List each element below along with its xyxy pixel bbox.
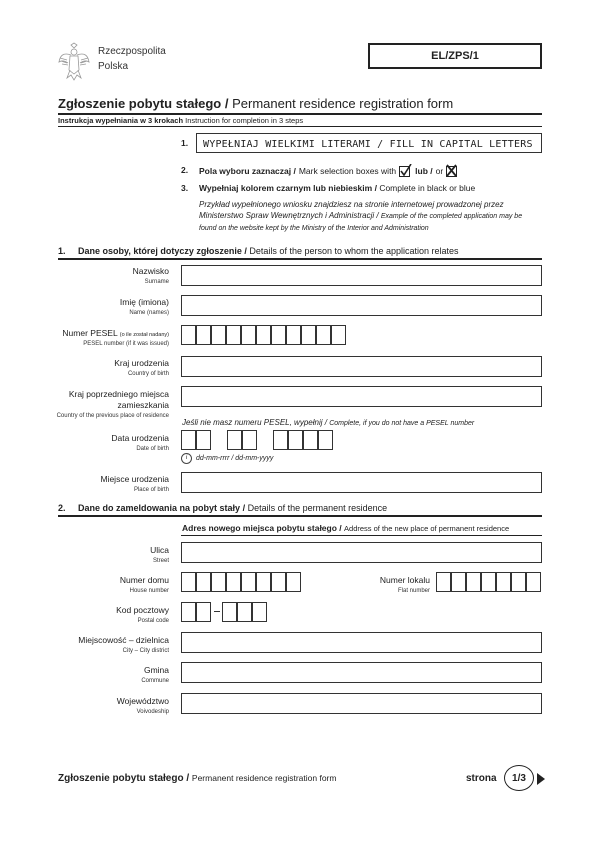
flat-char-box[interactable] [526,572,541,592]
flat-label: Numer lokalu Flat number [379,575,430,594]
house-char-box[interactable] [196,572,211,592]
street-input[interactable] [181,542,542,563]
house-char-box[interactable] [226,572,241,592]
example-note: Przykład wypełnionego wniosku znajdziesz na stronie internetowej prowadzonej przez Ministerstwo Spraw Wewnętrznych i Administracji / Example of the completed application may be found on the website kept by the Ministry of the Interior and Administration [199,200,523,232]
checkmark-box-icon [399,164,412,177]
pesel-digit-box[interactable] [196,325,211,345]
info-icon: i [181,453,192,464]
prev-country-input[interactable] [181,386,542,407]
surname-input[interactable] [181,265,542,286]
pesel-digit-box[interactable] [271,325,286,345]
section1-heading: 1. Dane osoby, której dotyczy zgłoszenie / Details of the person to whom the application relates [58,246,459,256]
house-char-box[interactable] [271,572,286,592]
flat-char-box[interactable] [511,572,526,592]
flat-number-input[interactable] [436,572,542,594]
flat-char-box[interactable] [496,572,511,592]
footer-title: Zgłoszenie pobytu stałego / Permanent residence registration form [58,773,337,784]
city-input[interactable] [181,632,542,653]
form-code: EL/ZPS/1 [431,50,479,62]
crossed-box-icon [446,164,459,177]
dob-year-box[interactable] [318,430,333,450]
pesel-digit-box[interactable] [256,325,271,345]
house-char-box[interactable] [256,572,271,592]
pesel-digit-box[interactable] [301,325,316,345]
country-birth-label: Kraj urodzenia Country of birth [114,358,169,377]
pesel-digit-box[interactable] [181,325,196,345]
page-number-badge [504,765,534,791]
pob-label: Miejsce urodzenia Place of birth [100,474,169,493]
pesel-digit-box[interactable] [331,325,346,345]
dob-year-box[interactable] [303,430,318,450]
no-pesel-note: Jeśli nie masz numeru PESEL, wypełnij / Complete, if you do not have a PESEL number [182,418,475,427]
instructions-heading: Instrukcja wypełniania w 3 krokach Instruction for completion in 3 steps [58,116,304,125]
postal-digit-box[interactable] [237,602,252,622]
dob-input[interactable] [181,430,341,452]
section2-heading: 2. Dane do zameldowania na pobyt stały / Details of the permanent residence [58,503,388,513]
address-subheading: Adres nowego miejsca pobytu stałego / Address of the new place of permanent residence [182,523,510,533]
prev-country-label: Kraj poprzedniego miejsca zamieszkania Country of the previous place of residence [56,389,169,419]
section1-divider [58,258,542,260]
step1-example-box: WYPEŁNIAJ WIELKIMI LITERAMI / FILL IN CAPITAL LETTERS [196,133,542,153]
pob-input[interactable] [181,472,542,493]
page-label: strona [466,773,497,784]
city-label: Miejscowość – dzielnica City – City district [78,635,169,654]
house-char-box[interactable] [211,572,226,592]
house-number-input[interactable] [181,572,301,594]
flat-char-box[interactable] [481,572,496,592]
house-char-box[interactable] [181,572,196,592]
dob-label: Data urodzenia Date of birth [111,433,169,452]
pesel-digit-box[interactable] [316,325,331,345]
commune-label: Gmina Commune [141,665,169,684]
dob-day-box[interactable] [181,430,196,450]
page-number: 1/3 [512,772,526,784]
dob-year-box[interactable] [273,430,288,450]
pesel-digit-box[interactable] [241,325,256,345]
step2-number: 2. [181,165,189,175]
title-divider [58,113,542,115]
postal-dash [214,611,220,612]
voivodeship-input[interactable] [181,693,542,714]
page-title: Zgłoszenie pobytu stałego / Permanent residence registration form [58,96,454,111]
surname-label: Nazwisko Surname [132,266,169,285]
pesel-input[interactable] [181,325,351,347]
date-hint: i dd-mm-rrrr / dd-mm-yyyy [181,453,273,464]
section2-divider [58,515,542,517]
country-name-line1: Rzeczpospolita [98,46,166,57]
form-code-box [368,43,542,69]
flat-char-box[interactable] [466,572,481,592]
instructions-divider [58,126,542,127]
flat-char-box[interactable] [436,572,451,592]
country-birth-input[interactable] [181,356,542,377]
next-page-icon[interactable] [537,772,545,784]
commune-input[interactable] [181,662,542,683]
street-label: Ulica Street [150,545,169,564]
house-char-box[interactable] [241,572,256,592]
step3-text: Wypełniaj kolorem czarnym lub niebieskim / Complete in black or blue [199,183,476,193]
postal-digit-box[interactable] [181,602,196,622]
step3-number: 3. [181,183,189,193]
dob-month-box[interactable] [242,430,257,450]
postal-digit-box[interactable] [252,602,267,622]
pesel-label: Numer PESEL (o ile został nadany) PESEL number (if it was issued) [62,328,169,347]
names-input[interactable] [181,295,542,316]
flat-char-box[interactable] [451,572,466,592]
voivodeship-label: Województwo Voivodeship [116,696,169,715]
eagle-emblem-icon [57,42,91,82]
names-label: Imię (imiona) Name (names) [119,297,169,316]
postal-digit-box[interactable] [222,602,237,622]
dob-month-box[interactable] [227,430,242,450]
address-divider [181,535,542,536]
dob-year-box[interactable] [288,430,303,450]
step1-number: 1. [181,138,189,148]
house-label: Numer domu House number [119,575,169,594]
postal-code-input[interactable] [181,602,291,624]
pesel-digit-box[interactable] [211,325,226,345]
pesel-digit-box[interactable] [286,325,301,345]
dob-day-box[interactable] [196,430,211,450]
pesel-digit-box[interactable] [226,325,241,345]
country-name-line2: Polska [98,61,129,72]
step2-text: Pola wyboru zaznaczaj / Mark selection boxes with lub / or [199,164,459,177]
postal-label: Kod pocztowy Postal code [116,605,169,624]
house-char-box[interactable] [286,572,301,592]
postal-digit-box[interactable] [196,602,211,622]
